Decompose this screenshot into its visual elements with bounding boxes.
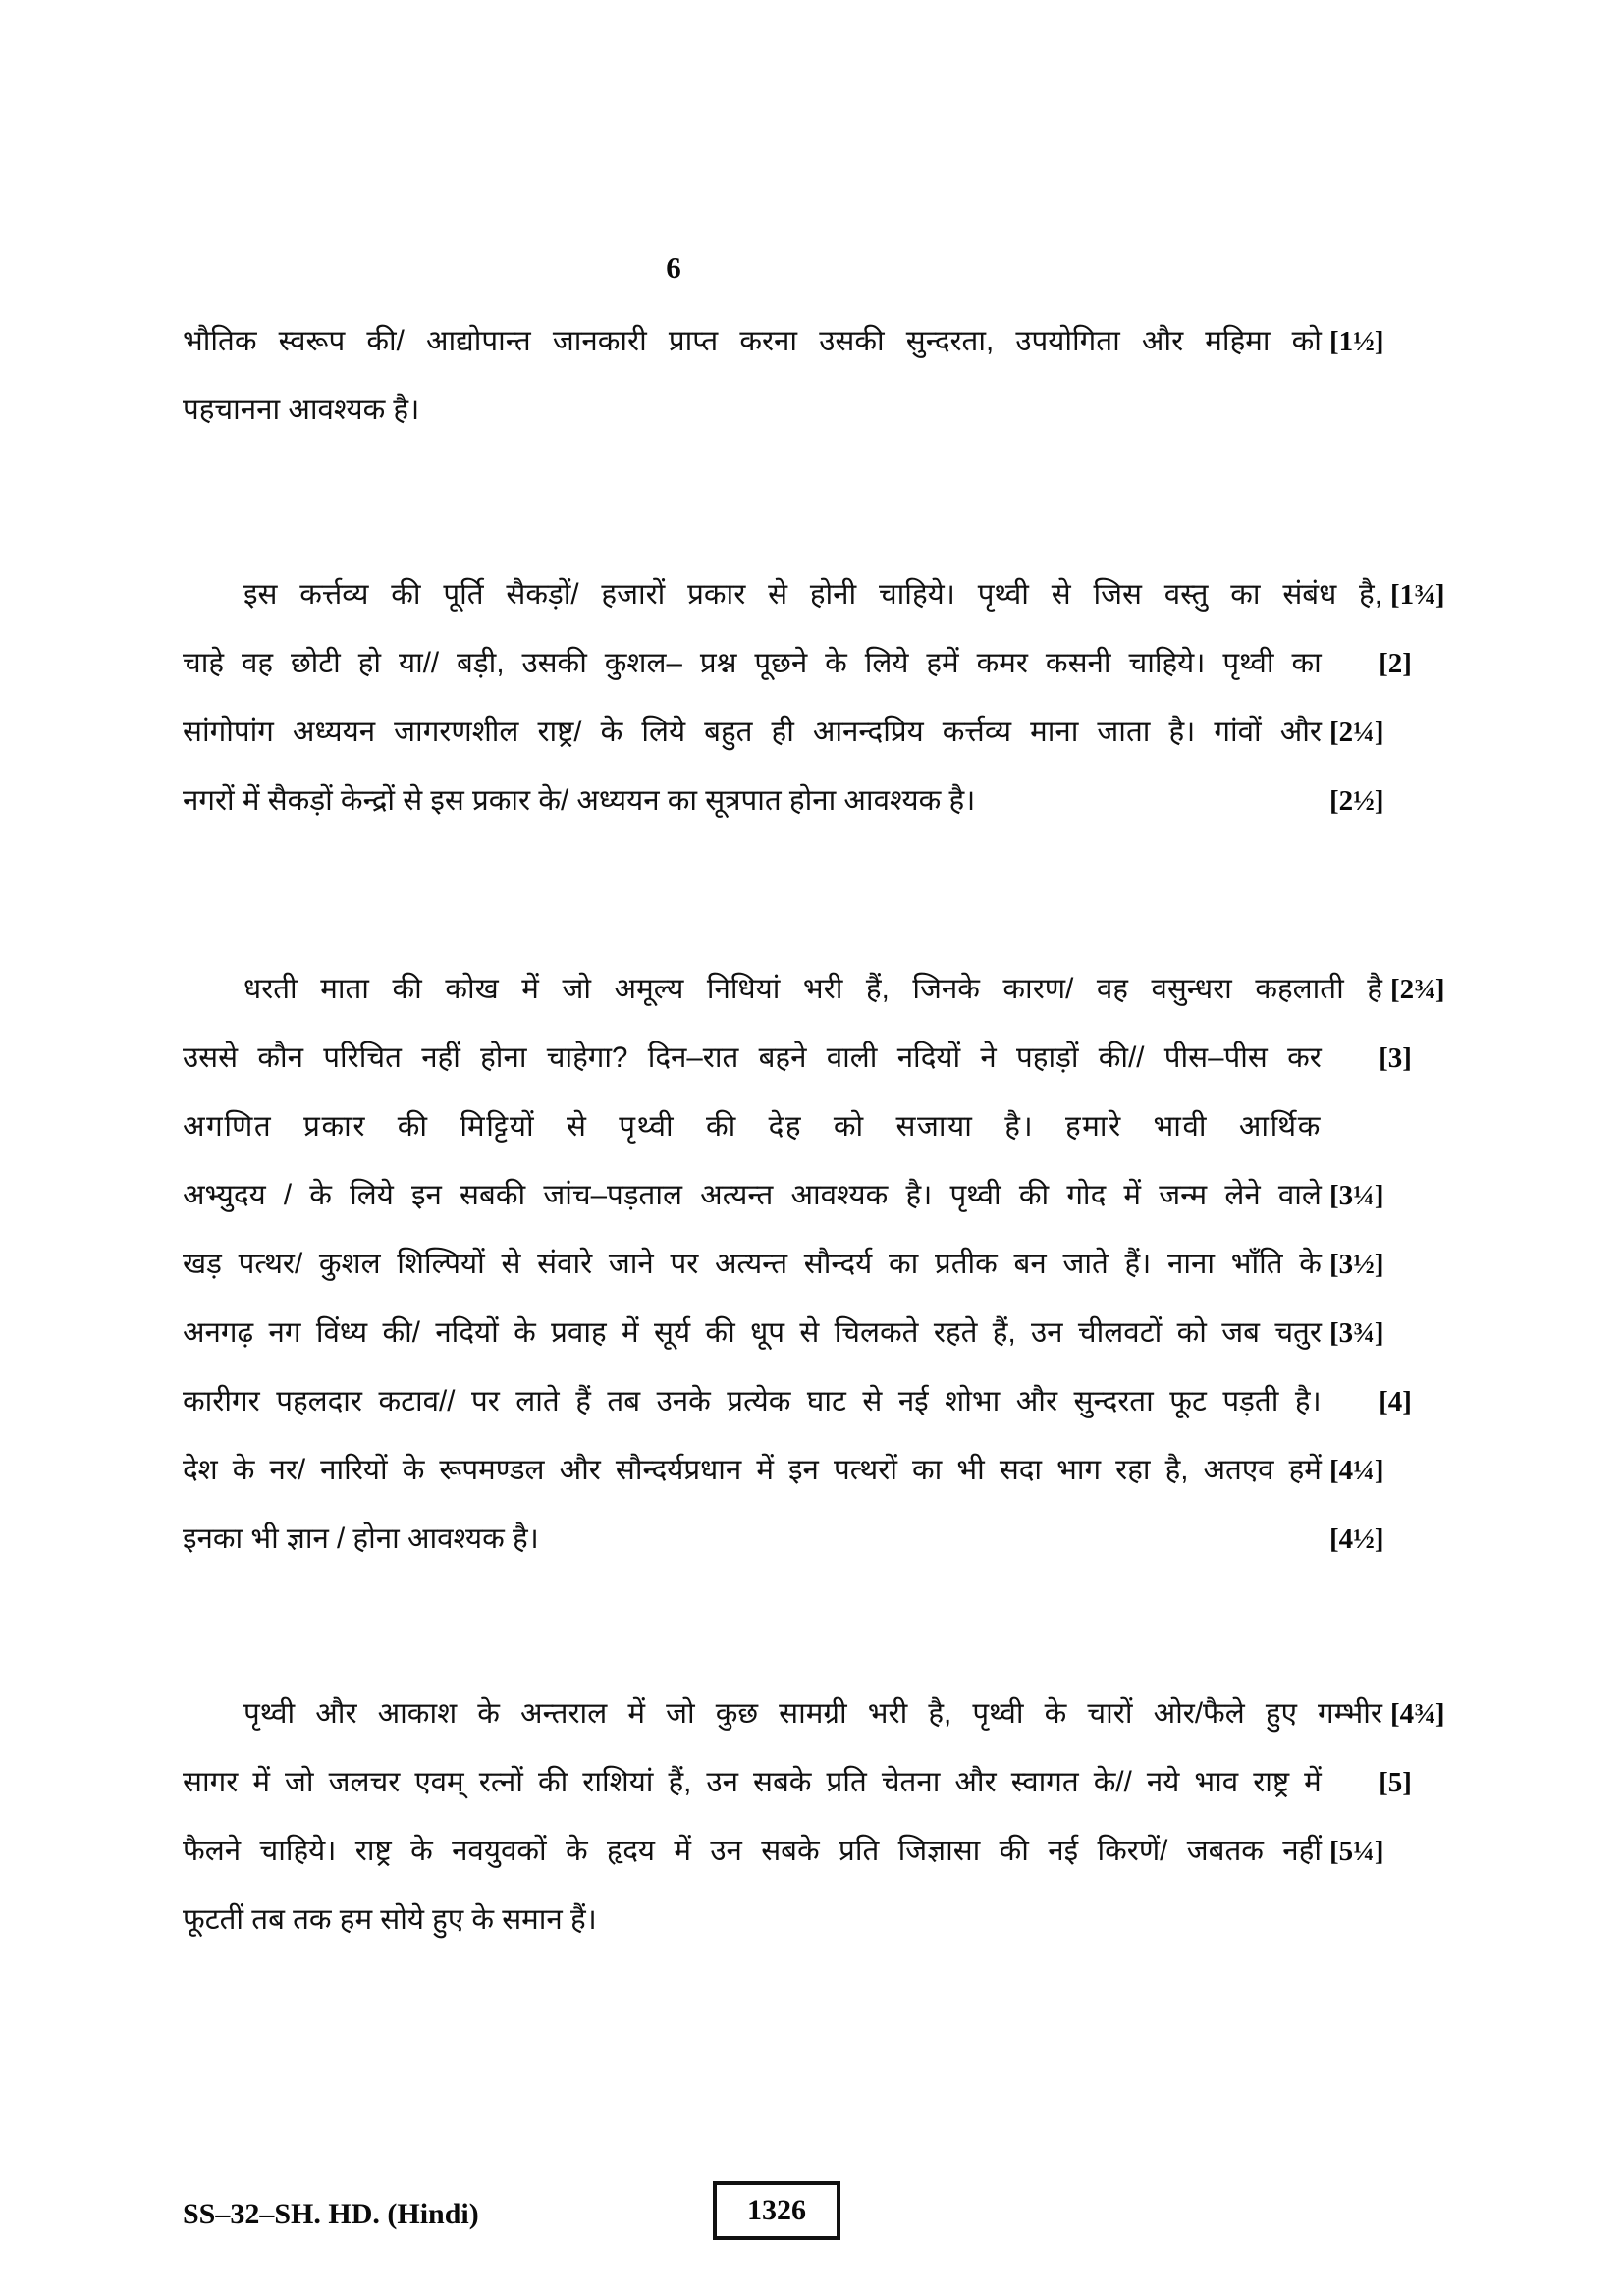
page-content [183,0,1479,1954]
footer-page-code-box: 1326 [713,2181,840,2240]
line-text: उससे कौन परिचित नहीं होना चाहेगा? दिन–रात बहने वाली नदियों ने पहाड़ों की// पीस–पीस कर [183,1041,1322,1074]
text-line [183,1024,1479,1093]
text-line [183,1505,1479,1574]
line-text: फूटतीं तब तक हम सोये हुए के समान हैं। [183,1903,597,1936]
line-text: पृथ्वी और आकाश के अन्तराल में जो कुछ सामग्री भरी है, पृथ्वी के चारों ओर/फैले हुए गम्भीर [243,1697,1382,1730]
marks-annotation: [1¾] [1390,579,1445,611]
paragraph-2 [183,561,1479,835]
line-text: धरती माता की कोख में जो अमूल्य निधियां भरी हैं, जिनके कारण/ वह वसुन्धरा कहलाती है [243,973,1382,1005]
line-text: पहचानना आवश्यक है। [183,394,420,426]
marks-annotation: [4] [1379,1386,1412,1417]
marks-annotation: [3¼] [1329,1180,1384,1211]
marks-annotation: [4¼] [1329,1455,1384,1486]
line-text: इनका भी ज्ञान / होना आवश्यक है। [183,1522,539,1555]
paragraph-3 [183,955,1479,1574]
page-number: 6 [666,250,681,285]
line-text: अभ्युदय / के लिये इन सबकी जांच–पड़ताल अत्यन्त आवश्यक है। पृथ्वी की गोद में जन्म लेने वाले [183,1179,1322,1211]
line-text: इस कर्त्तव्य की पूर्ति सैकड़ों/ हजारों प्रकार से होनी चाहिये। पृथ्वी से जिस वस्तु का संबंध है, [243,578,1382,611]
text-line [183,376,1479,445]
page-footer [0,2119,1623,2296]
line-text: अगणित प्रकार की मिट्टियों से पृथ्वी की देह को सजाया है। हमारे भावी आर्थिक [183,1110,1322,1143]
marks-annotation: [5¼] [1329,1836,1384,1867]
text-line [183,561,1479,629]
marks-annotation: [2¼] [1329,717,1384,748]
marks-annotation: [3¾] [1329,1317,1384,1349]
line-text: सांगोपांग अध्ययन जागरणशील राष्ट्र/ के लिये बहुत ही आनन्दप्रिय कर्त्तव्य माना जाता है। गांवों और [183,716,1322,748]
marks-annotation: [2] [1379,648,1412,679]
marks-annotation: [2¾] [1390,974,1445,1005]
line-text: अनगढ़ नग विंध्य की/ नदियों के प्रवाह में सूर्य की धूप से चिलकते रहते हैं, उन चीलवटों को जब चतुर [183,1316,1322,1349]
paragraph-4 [183,1680,1479,1954]
text-line [183,767,1479,835]
text-line [183,1161,1479,1230]
marks-annotation: [5] [1379,1767,1412,1798]
text-line [183,307,1479,376]
line-text: खड़ पत्थर/ कुशल शिल्पियों से संवारे जाने पर अत्यन्त सौन्दर्य का प्रतीक बन जाते हैं। नाना भाँति के [183,1248,1322,1280]
line-text: देश के नर/ नारियों के रूपमण्डल और सौन्दर्यप्रधान में इन पत्थरों का भी सदा भाग रहा है, अतएव हमें [183,1454,1322,1486]
text-line [183,955,1479,1024]
line-text: भौतिक स्वरूप की/ आद्योपान्त जानकारी प्राप्त करना उसकी सुन्दरता, उपयोगिता और महिमा को [183,325,1322,357]
text-line [183,1299,1479,1367]
line-text: कारीगर पहलदार कटाव// पर लाते हैं तब उनके प्रत्येक घाट से नई शोभा और सुन्दरता फूट पड़ती है। [183,1385,1322,1417]
line-text: सागर में जो जलचर एवम् रत्नों की राशियां हैं, उन सबके प्रति चेतना और स्वागत के// नये भाव राष्ट्र में [183,1766,1322,1798]
line-text: चाहे वह छोटी हो या// बड़ी, उसकी कुशल– प्रश्न पूछने के लिये हमें कमर कसनी चाहिये। पृथ्वी का [183,647,1322,679]
text-line [183,698,1479,767]
paragraph-1 [183,307,1479,445]
marks-annotation: [3½] [1329,1249,1384,1280]
marks-annotation: [2½] [1329,785,1384,817]
text-line [183,1093,1479,1161]
marks-annotation: [4½] [1329,1523,1384,1555]
line-text: फैलने चाहिये। राष्ट्र के नवयुवकों के हृदय में उन सबके प्रति जिज्ञासा की नई किरणें/ जबतक नहीं [183,1835,1322,1867]
text-line [183,1680,1479,1748]
marks-annotation: [1½] [1329,326,1384,357]
text-line [183,1817,1479,1886]
line-text: नगरों में सैकड़ों केन्द्रों से इस प्रकार के/ अध्ययन का सूत्रपात होना आवश्यक है। [183,784,976,817]
marks-annotation: [4¾] [1390,1698,1445,1730]
text-line [183,1367,1479,1436]
text-line [183,1230,1479,1299]
marks-annotation: [3] [1379,1042,1412,1074]
footer-paper-code: SS–32–SH. HD. (Hindi) [183,2198,479,2230]
text-line [183,629,1479,698]
text-line [183,1748,1479,1817]
text-line [183,1886,1479,1954]
text-line [183,1436,1479,1505]
